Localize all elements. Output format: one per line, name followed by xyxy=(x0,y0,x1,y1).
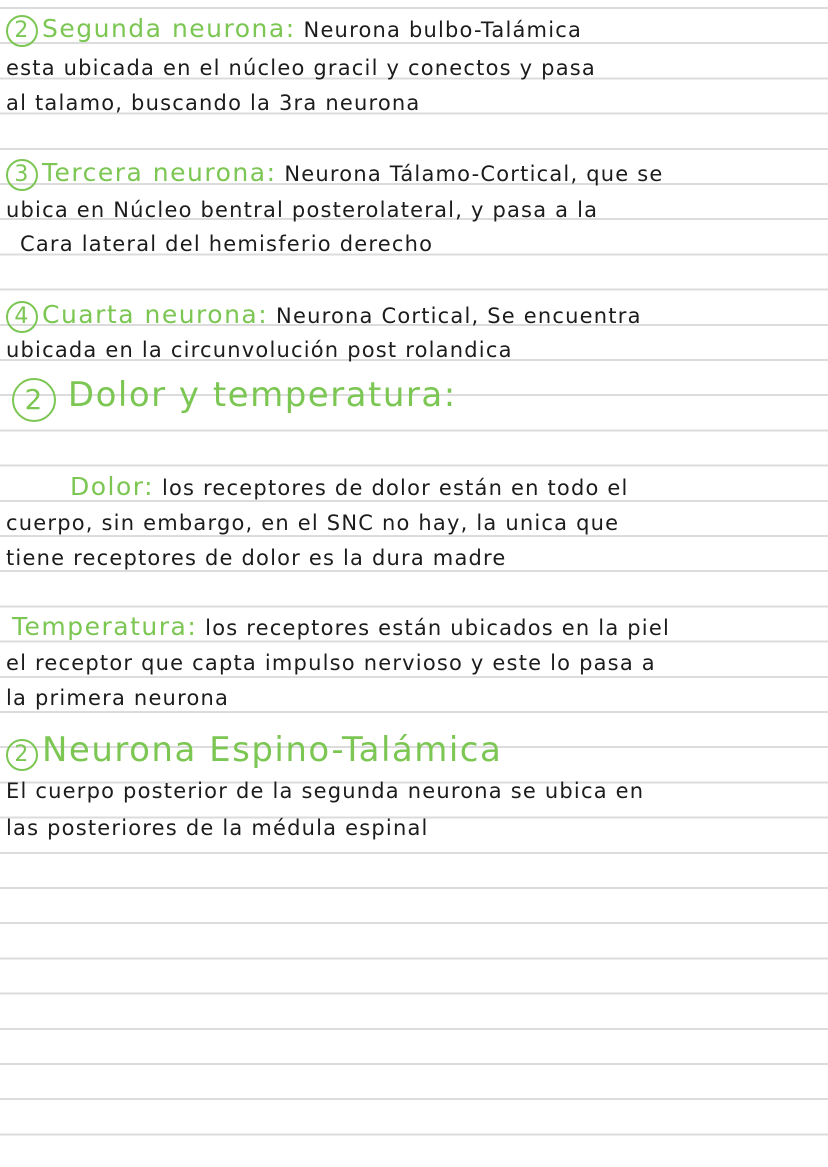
section-heading-line: Temperatura: los receptores están ubicados en la piel xyxy=(12,612,670,641)
text-line: ubica en Núcleo bentral posterolateral, y pasa a la xyxy=(6,198,599,222)
circled-number: 3 xyxy=(6,159,38,191)
text-line: el receptor que capta impulso nervioso y este lo pasa a xyxy=(6,651,656,675)
text-line: Cara lateral del hemisferio derecho xyxy=(20,232,434,256)
text-line: El cuerpo posterior de la segunda neurona se ubica en xyxy=(6,779,645,803)
section-heading-line: 3 Tercera neurona: Neurona Tálamo-Cortical, que se xyxy=(6,158,664,191)
text-line: ubicada en la circunvolución post rolandica xyxy=(6,338,513,362)
section-heading-line: Dolor: los receptores de dolor están en todo el xyxy=(70,472,629,501)
text-line: cuerpo, sin embargo, en el SNC no hay, la unica que xyxy=(6,511,620,535)
text-line: tiene receptores de dolor es la dura madre xyxy=(6,546,507,570)
section-heading-line: 2 Neurona Espino-Talámica xyxy=(6,735,502,771)
text-line: al talamo, buscando la 3ra neurona xyxy=(6,91,421,115)
circled-number: 2 xyxy=(12,378,56,422)
text-line: las posteriores de la médula espinal xyxy=(6,816,429,840)
circled-number: 4 xyxy=(6,301,38,333)
section-heading-line: 4 Cuarta neurona: Neurona Cortical, Se encuentra xyxy=(6,300,642,333)
circled-number: 2 xyxy=(6,739,38,771)
text-line: esta ubicada en el núcleo gracil y conectos y pasa xyxy=(6,56,596,80)
section-heading-line: 2 Segunda neurona: Neurona bulbo-Talámica xyxy=(6,14,582,47)
text-line: la primera neurona xyxy=(6,686,230,710)
section-heading-line: 2 Dolor y temperatura: xyxy=(12,378,457,422)
circled-number: 2 xyxy=(6,15,38,47)
